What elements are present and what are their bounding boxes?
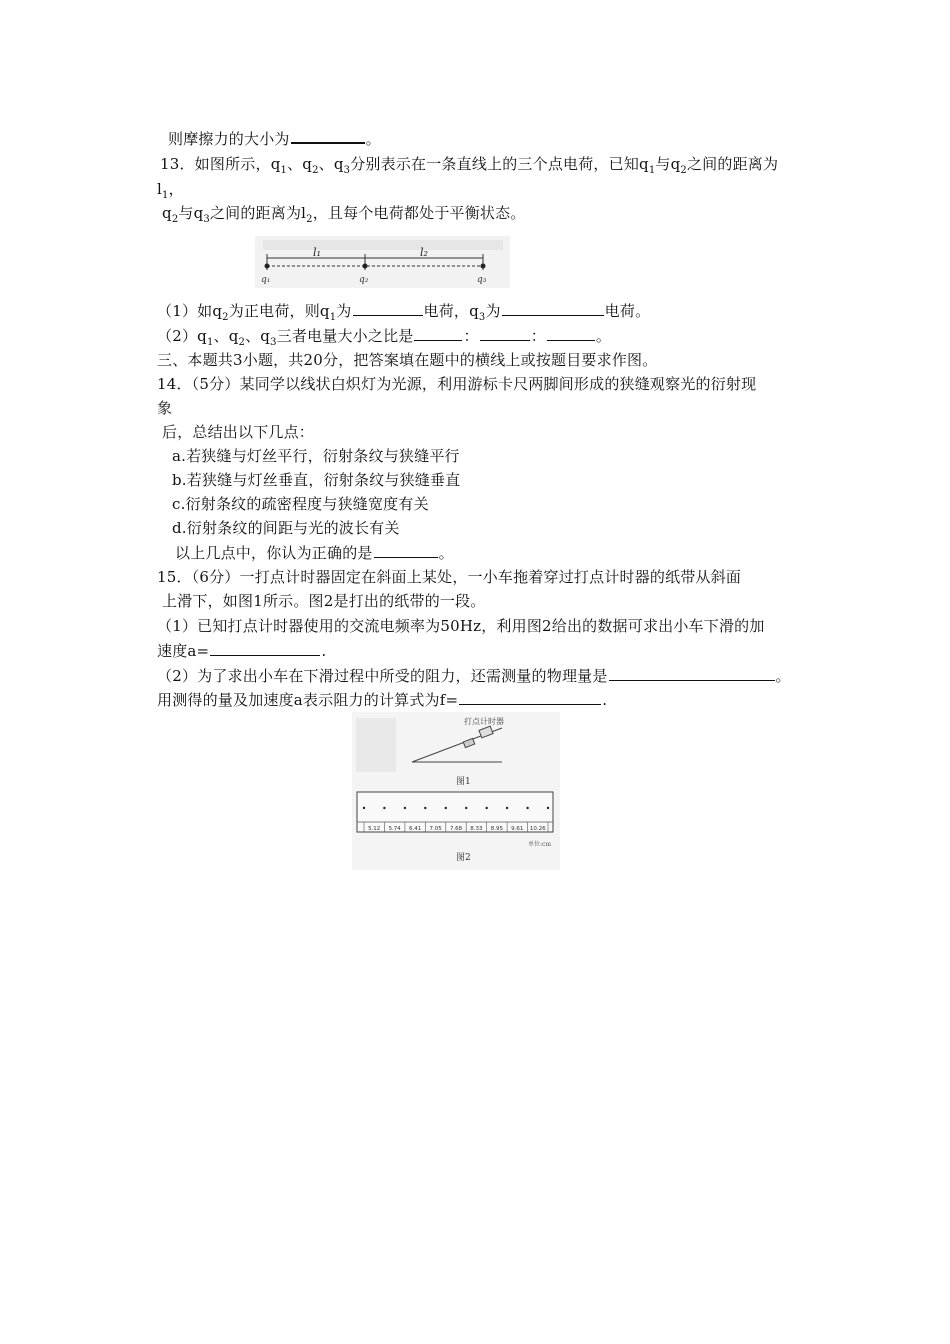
q13-line-2: $l_1$， (157, 180, 184, 201)
tape-dot (506, 807, 508, 809)
answer-blank-ratio-3[interactable] (547, 326, 595, 341)
tape-unit: 单位:cm (528, 841, 552, 848)
q13-charges-figure (255, 236, 510, 288)
tape-segment-value: 7.68 (449, 826, 463, 832)
q15-line-2: 上滑下，如图1所示。图2是打出的纸带的一段。 (162, 592, 486, 610)
tape-dot (526, 807, 528, 809)
tape-segment-value: 5.74 (388, 826, 401, 832)
tape-dot (445, 807, 447, 809)
fig1-label: 图1 (456, 777, 471, 787)
q14-option-d: d.衍射条纹的间距与光的波长有关 (172, 519, 400, 537)
q12-tail-line: 则摩擦力的大小为 。 (168, 130, 381, 148)
q14-question: 以上几点中，你认为正确的是 。 (175, 544, 454, 562)
timer-label: 打点计时器 (464, 717, 504, 726)
tape-segment-value: 5.12 (368, 826, 381, 832)
q15-part2-line-1: （2）为了求出小车在下滑过程中所受的阻力，还需测量的物理量是 。 (157, 667, 791, 685)
q14-option-b: b.若狭缝与灯丝垂直，衍射条纹与狭缝垂直 (172, 471, 461, 489)
answer-blank-quantity[interactable] (609, 666, 775, 681)
answer-blank-q14[interactable] (374, 543, 438, 558)
answer-blank-q3-sign[interactable] (502, 301, 604, 316)
tape-dot (486, 807, 488, 809)
tape-segment-value: 7.05 (429, 826, 442, 832)
label-q1: q₁ (261, 275, 271, 285)
q14-option-a: a.若狭缝与灯丝平行，衍射条纹与狭缝平行 (172, 447, 460, 465)
tape-dot (465, 807, 467, 809)
tape-values (368, 826, 546, 832)
tape-segment-value: 8.33 (470, 826, 483, 832)
tape-dot (363, 807, 365, 809)
charge-q3 (481, 264, 486, 269)
q14-line-2: 象 (157, 399, 173, 417)
answer-blank-q1-sign[interactable] (353, 301, 423, 316)
q14-line-1: 14．（5分）某同学以线状白炽灯为光源，利用游标卡尺两脚间形成的狭缝观察光的衍射现 (157, 375, 757, 393)
tape-dot (383, 807, 385, 809)
fig2-label: 图2 (456, 853, 471, 863)
tape-dot (547, 807, 549, 809)
q15-part1-line-1: （1）已知打点计时器使用的交流电频率为50Hz，利用图2给出的数据可求出小车下滑的加 (157, 617, 765, 635)
q15-part1-line-2: 速度a= . (157, 642, 327, 660)
tape-segment-value: 6.41 (408, 826, 422, 832)
q15-line-1: 15．（6分）一打点计时器固定在斜面上某处，一小车拖着穿过打点计时器的纸带从斜面 (157, 568, 742, 586)
label-l2: l₂ (420, 246, 428, 259)
label-l1: l₁ (313, 246, 321, 259)
tape-dot (404, 807, 406, 809)
q15-part2-line-2: 用测得的量及加速度a表示阻力的计算式为f= . (157, 691, 608, 709)
q15-figure (352, 712, 560, 870)
figure-noise (356, 718, 396, 772)
q13-line-1: 13．如图所示，$q_1$、$q_2$、$q_3$分别表示在一条直线上的三个点电荷，已知$q_1$与$q_2$之间的距离为 (160, 155, 779, 176)
charge-q1 (265, 264, 270, 269)
q13-part2: $(2)q_1$、$q_2$、$q_3$三者电量大小之比是 ： ： 。 (157, 327, 612, 348)
q14-line-3: 后，总结出以下几点： (162, 423, 315, 441)
figure-noise (263, 240, 503, 250)
answer-blank-resistance-formula[interactable] (459, 690, 601, 705)
label-q3: q₃ (477, 275, 487, 285)
answer-blank-ratio-2[interactable] (480, 326, 530, 341)
answer-blank[interactable] (291, 128, 365, 144)
section-3-heading: 三、本题共3小题，共20分，把答案填在题中的横线上或按题目要求作图。 (157, 351, 658, 369)
label-q2: q₂ (359, 275, 369, 285)
tape-segment-value: 10.26 (529, 826, 546, 832)
q13-part1: （1）如$q_2$为正电荷，则$q_1$为 电荷，$q_3$为 电荷。 (157, 302, 651, 323)
tape-segment-value: 8.95 (490, 826, 504, 832)
q14-option-c: c.衍射条纹的疏密程度与狭缝宽度有关 (172, 495, 429, 513)
tape-segment-value: 9.61 (511, 826, 524, 832)
answer-blank-acceleration[interactable] (210, 641, 320, 656)
charge-q2 (363, 264, 368, 269)
q13-line-3: $q_2$与$q_3$之间的距离为$l_2$，且每个电荷都处于平衡状态。 (162, 204, 526, 225)
answer-blank-ratio-1[interactable] (414, 326, 462, 341)
tape-dot (424, 807, 426, 809)
